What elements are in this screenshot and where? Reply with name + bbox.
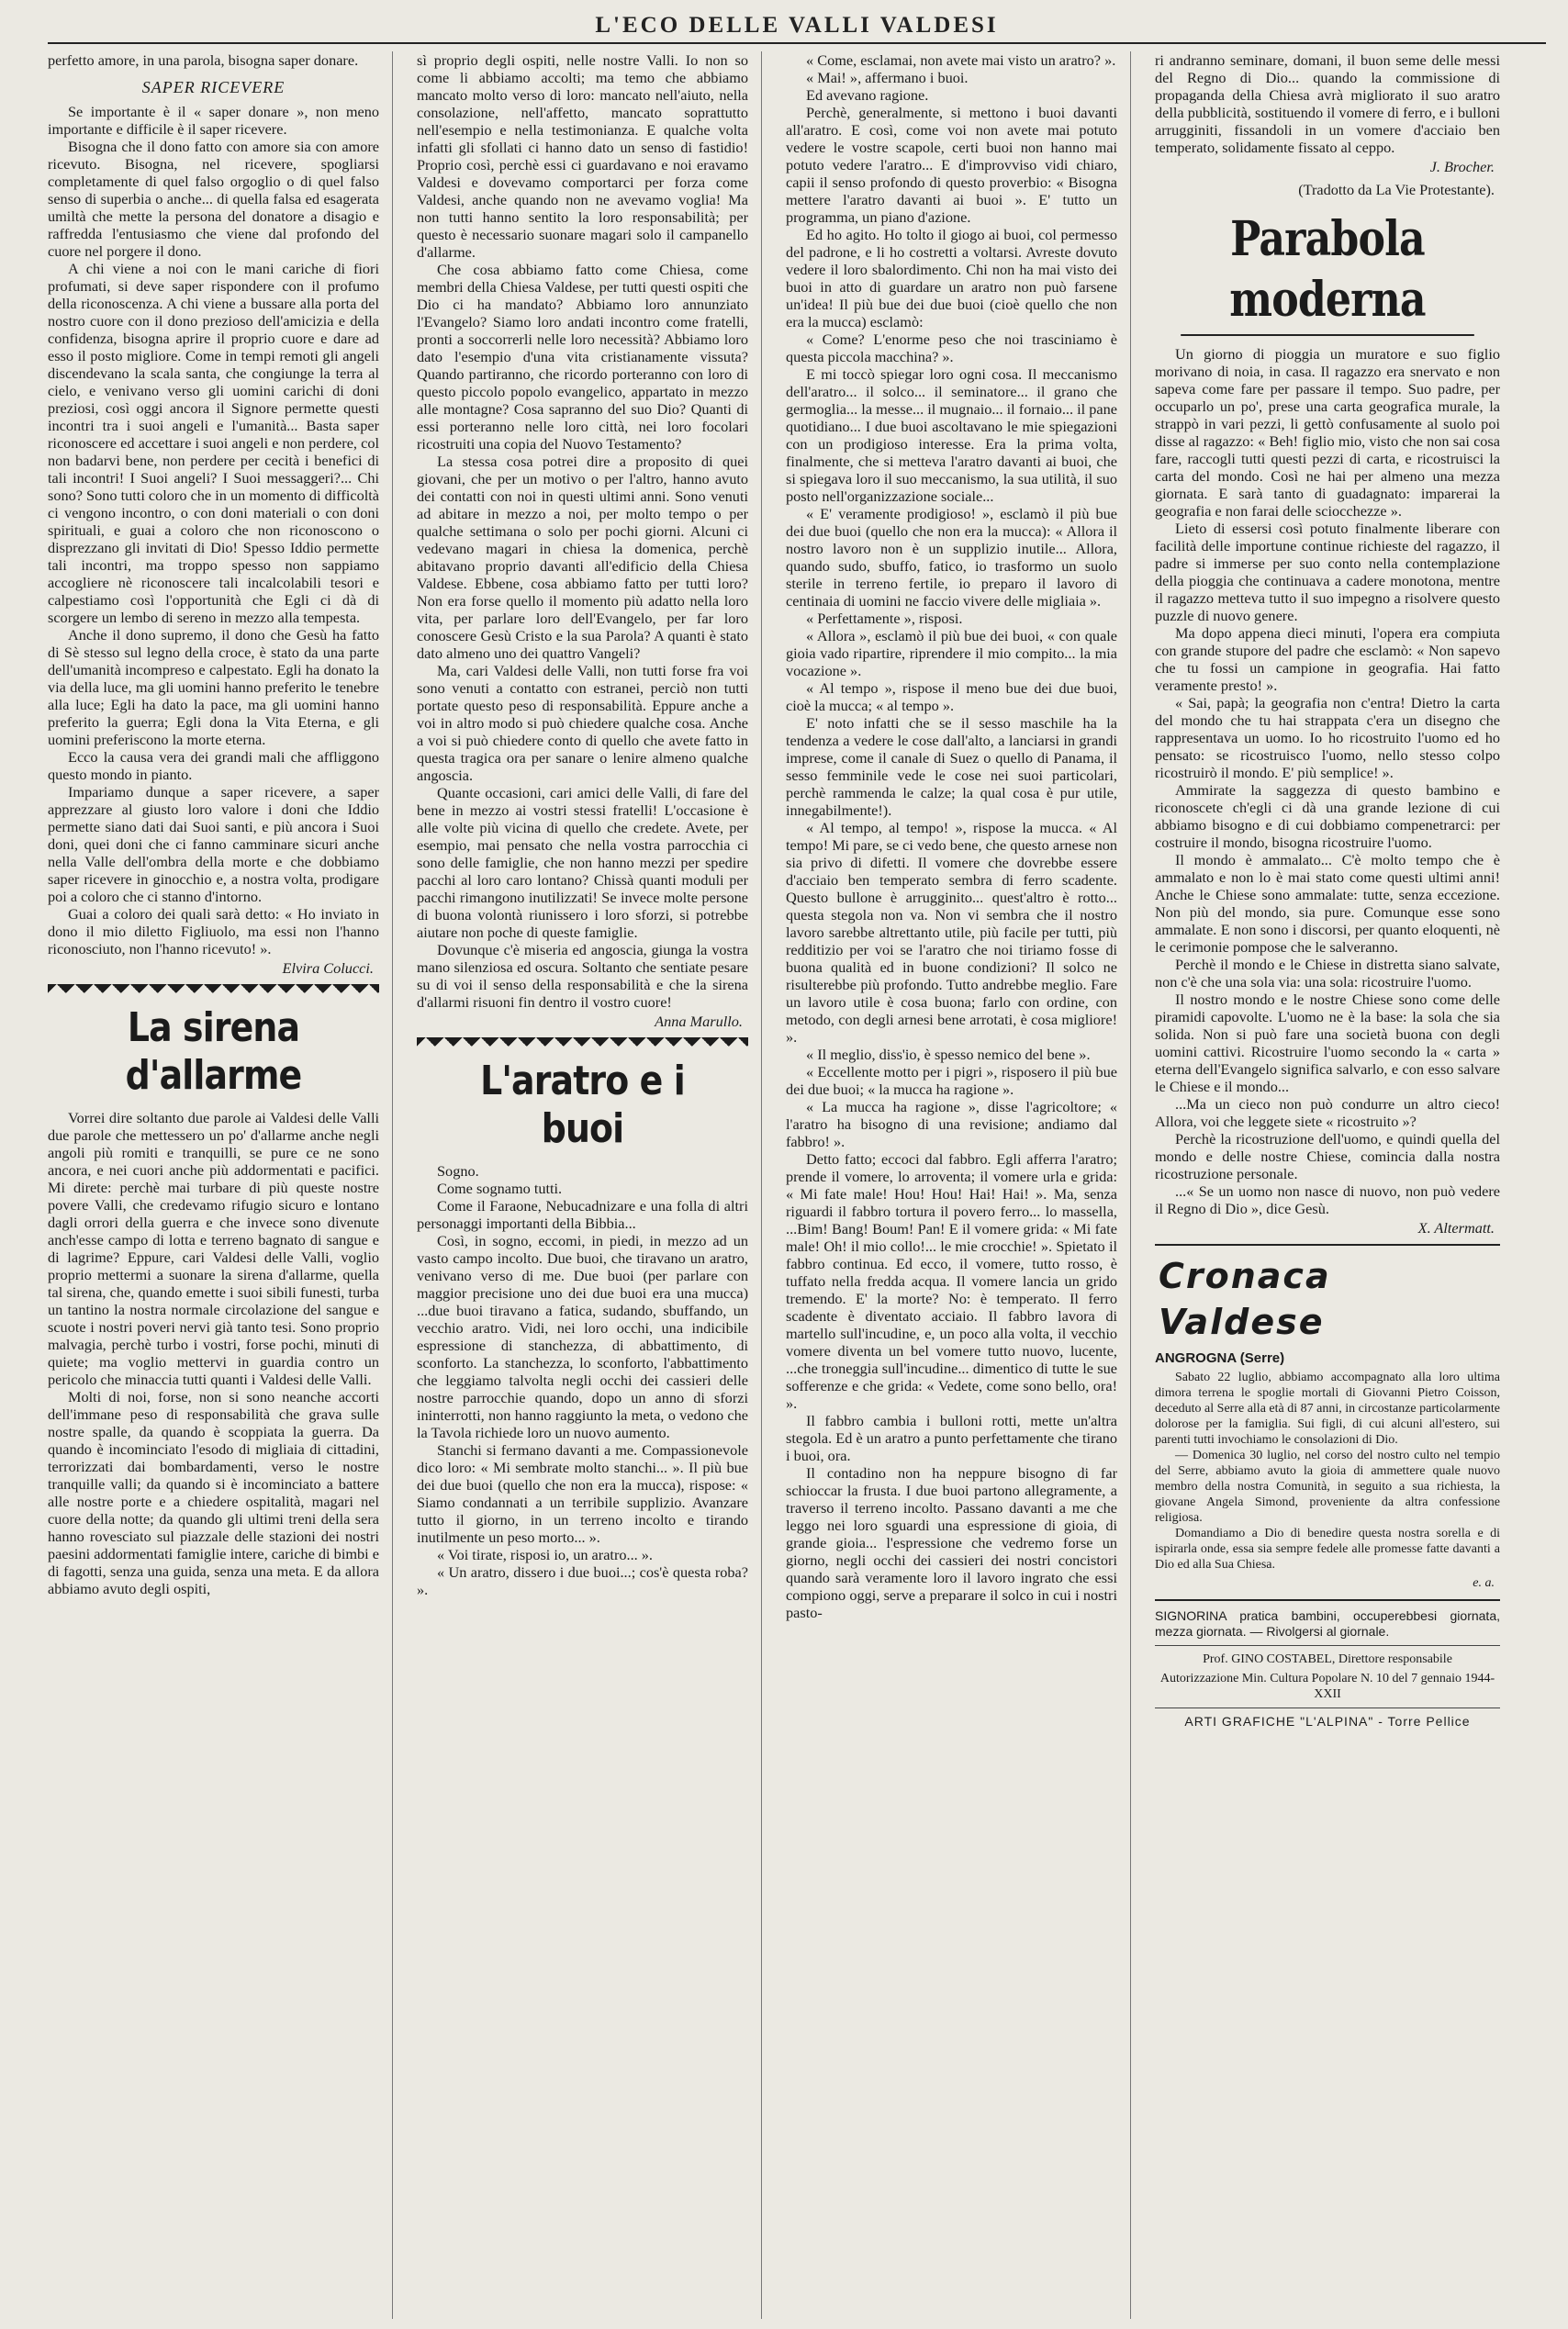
paragraph: Ed avevano ragione.: [806, 86, 929, 104]
column-3: [786, 51, 1131, 2319]
paragraph: « La mucca ha ragione », disse l'agricoltore; « l'aratro ha bisogno di una revisione; andiamo dal fabbro! ».: [786, 1098, 1117, 1150]
news-item: Domandiamo a Dio di benedire questa nostra sorella e di ispirarla onde, essa sia sempre fedele alle promesse fatte davanti a Dio ed alla Sua Chiesa.: [1155, 1527, 1500, 1572]
paragraph: Un giorno di pioggia un muratore e suo figlio morivano di noia, in casa. Il ragazzo era snervato e non sapeva come fare per passare il tempo. Suo padre, per occuparlo un po', prese una carta geografica murale, la strappò in vari pezzi, li gettò confusamente al suolo poi disse al ragazzo: « Beh! figlio mio, visto che non sai cosa fare, raccogli tutti questi pezzi di carta, e ricostruisci la carta del mondo. Così ne hai per almeno una mezza giornata. E sarà tanto di guadagnato: imparerai la geografia e non farai delle sciocchezze ».: [1155, 345, 1500, 520]
column-1: [48, 51, 393, 2319]
paragraph: A chi viene a noi con le mani cariche di fiori profumati, si deve saper rispondere con il profumo della riconoscenza. A chi viene a bussare alla porta del nostro cuore con il dono prezioso dell'amicizia e della confidenza, bisogna aprire il proprio cuore e dare ad esso il posto migliore. Come in tempi remoti gli angeli discendevano la scala santa, che congiunge la terra al cielo, e venivano verso gli uomini carichi di doni preziosi, così oggi ancora il Signore permette questi incontri tra i suoi angeli e l'umanità... Basta saper riconoscere ed accettare i suoi angeli e non perdere, col non badarvi bene, non perdere per cecità i benefici di tali incontri! I Suoi angeli? I Suoi messaggeri?... Chi sono? Sono tutti coloro che in un momento di difficoltà ci vengono incontro, o con doni materiali o con doni spirituali, e guai a coloro che non riconoscono o disprezzano gli invitati di Dio! Spesso Iddio permette tali incontri, ma troppo spesso non sappiamo accogliere nè riconoscere tali incalcolabili tesori e calpestiamo così l'opportunità che Egli ci dà di scorgere un lembo di sereno in mezzo alla tempesta.: [48, 260, 380, 626]
decorative-divider: [48, 984, 379, 997]
paragraph: Il contadino non ha neppure bisogno di far schioccar la frusta. I due buoi partono allegramente, a traverso il terreno incolto. Passano davanti a me che leggo nei loro sguardi una espressione di gioia, di grande gioia... l'espressione che vedremo forse un giorno, negli occhi dei cassieri dei nostri concistori quando sarà veramente loro il lavoro ingrato che essi compiono oggi, serve a preparare il solco in cui i nostri pasto-: [786, 1464, 1117, 1621]
paragraph: Il mondo è ammalato... C'è molto tempo che è ammalato e non lo è mai stato come questi ultimi anni! Anche le Chiese sono ammalate: tutte, senza eccezione. Non più del mondo, sia pure. Comunque esse sono ammalate. E non sono i discorsi, per quanto eloquenti, nè le cerimonie pompose che le salveranno.: [1155, 851, 1500, 956]
columns: [48, 51, 1546, 2319]
paragraph: Come il Faraone, Nebucadnizare e una folla di altri personaggi importanti della Bibbia...: [417, 1197, 748, 1232]
author-signature: Elvira Colucci.: [282, 959, 374, 977]
paragraph: Il nostro mondo e le nostre Chiese sono come delle piramidi capovolte. L'uomo ne è la base: la sola che sia solida. Non si può fare una società buona con degli uomini cattivi. Ricostruire l'uomo secondo la « carta » eterna dell'Evangelo significa salvarlo, e con esso salvare le Chiese e il mondo...: [1155, 991, 1500, 1095]
paragraph: « Come? L'enorme peso che noi trasciniamo è questa piccola macchina? ».: [786, 330, 1117, 365]
paragraph: « Mai! », affermano i buoi.: [806, 69, 969, 86]
divider: [1155, 1645, 1500, 1646]
article-title: L'aratro e i buoi: [480, 1058, 685, 1152]
paragraph: « E' veramente prodigioso! », esclamò il più bue dei due buoi (quello che non era la mucca): « Allora il nostro lavoro non è un supplizio inutile... Allora, quando sudo, sbuffo, fatico, io trasformo un suolo sterile in terreno fertile, io preparo il lavoro di centinaia di uomini ne faccio vivere delle migliaia ».: [786, 505, 1117, 610]
paragraph: « Allora », esclamò il più bue dei buoi, « con quale gioia vado ripartire, riprendere il mio compito... la mia vocazione ».: [786, 627, 1117, 679]
printer-imprint: ARTI GRAFICHE "L'ALPINA" - Torre Pellice: [1184, 1714, 1471, 1729]
paragraph: Molti di noi, forse, non si sono neanche accorti dell'immane peso di responsabilità che grava sulle nostre spalle, da quando è scoppiata la guerra. Da quando è incominciato l'esodo di migliaia di cittadini, terrorizzati dai bombardamenti, verso le nostre tranquille valli; da quando si è incominciato a battere alle nostre porte e a chiedere ospitalità, magari nel cuore della notte; da quando gli ultimi treni della sera hanno rovesciato sul piazzale delle stazioni dei nostri paesini addormentati famiglie intere, cariche di bimbi e di fagotti, senza una guida, senza una meta. E da allora abbiamo avuto degli ospiti,: [48, 1388, 379, 1597]
paragraph: ...Ma un cieco non può condurre un altro cieco! Allora, voi che leggete siete « ricostruito »?: [1155, 1095, 1500, 1130]
paragraph: Stanchi si fermano davanti a me. Compassionevole dico loro: « Mi sembrate molto stanchi... ». Il più bue dei due buoi (quello che non era la mucca), rispose: « Siamo condannati a un terribile supplizio. Avanzare tutto il giorno, in un terreno incolto e tirando inutilmente un peso morto... ».: [417, 1441, 748, 1546]
paragraph: Come sognamo tutti.: [437, 1180, 563, 1197]
section-heading: SAPER RICEVERE: [141, 78, 286, 96]
locality-heading: ANGROGNA (Serre): [1155, 1350, 1285, 1366]
paragraph: « Sai, papà; la geografia non c'entra! Dietro la carta del mondo che tu hai strappata c'era un disegno che rappresentava un uomo. Io ho ricostruito l'uomo ed ho pensato: se ricostruisco l'uomo, nello stesso colpo ricostruirò il mondo. E' più semplice! ».: [1155, 694, 1500, 781]
paragraph: Lieto di essersi così potuto finalmente liberare con facilità delle importune continue richieste del ragazzo, il padre si immerse per suo conto nella contemplazione della pioggia che continuava a cadere monotona, mentre il ragazzo metteva tutto il suo impegno a risolvere questo puzzle di nuovo genere.: [1155, 520, 1500, 624]
paragraph: Ecco la causa vera dei grandi mali che affliggono questo mondo in pianto.: [48, 748, 379, 783]
article-title: Parabola moderna: [1181, 209, 1474, 336]
divider: [1155, 1244, 1500, 1246]
translation-note: (Tradotto da La Vie Protestante).: [1298, 181, 1495, 198]
paragraph: Anche il dono supremo, il dono che Gesù ha fatto di Sè stesso sul legno della croce, è stato da una parte dell'umanità incompreso e calpestato. Egli ha donato la via della luce, ma gli uomini hanno preferito le tenebre alla luce; Egli ha dato la pace, ma gli uomini hanno preferito la guerra; Egli dona la Vita Eterna, e gli uomini preferiscono la morte eterna.: [48, 626, 379, 748]
paragraph: Quante occasioni, cari amici delle Valli, di fare del bene in mezzo ai vostri stessi fratelli! L'occasione è alle volte più vicina di quello che credete. Avete, per esempio, mai pensato che nella vostra parrocchia ci sono delle famiglie, che non hanno mezzi per spedire pacchi al loro caro lontano? Chissà quanti moduli per pacchi rimangono inutilizzati! Se invece molte persone di buona volontà riunissero i loro sforzi, si potrebbe aiutare non poche di queste famiglie.: [417, 784, 748, 941]
paragraph: sì proprio degli ospiti, nelle nostre Valli. Io non so come li abbiamo accolti; ma temo che abbiamo mancato molto verso di loro: mancato nell'aiuto, nella consolazione, nell'affetto, mancato soprattutto nell'esempio e nella testimonianza. E qualche volta infatti gli sfollati ci hanno dato un senso di fastidio! Proprio così, perchè essi ci guardavano e noi eravamo Valdesi e dovevamo comportarci per forza come Valdesi, anche quando non ne avevamo voglia! Ma non tutti hanno sentito la loro responsabilità; per questo è necessario suonare magari solo il campanello d'allarme.: [417, 51, 748, 261]
editor-credit: Prof. GINO COSTABEL, Direttore responsabile: [1203, 1652, 1452, 1666]
author-signature: Anna Marullo.: [655, 1013, 743, 1030]
divider: [1155, 1599, 1500, 1601]
paragraph: Il fabbro cambia i bulloni rotti, mette un'altra stegola. Ed è un aratro a punto perfettamente che tirano i buoi, ora.: [786, 1412, 1117, 1464]
paragraph: La stessa cosa potrei dire a proposito di quei giovani, che per un motivo o per l'altro, hanno avuto dei contatti con noi in questi ultimi anni. Sono venuti ad abitare in mezzo a noi, per molto tempo o per qualche settimana o solo per pochi giorni. Alcuni ci vedevano magari in chiesa la domenica, perchè abitavano proprio davanti all'edificio della Chiesa Valdese. Ebbene, cosa abbiamo fatto per tutti loro? Non era forse quello il momento più adatto nella loro vita, per parlare loro dell'Evangelo, per far loro conoscere Gesù Cristo e la sua Parola? A quanti è stato dato almeno uno dei quattro Vangeli?: [417, 453, 748, 662]
paragraph: « Al tempo, al tempo! », rispose la mucca. « Al tempo! Mi pare, se ci vedo bene, che questo arnese non sia privo di difetti. Il vomere che dovrebbe essere d'acciaio ben temperato sembra di ferro scadente. Questo bullone è arrugginito... quest'altro è rotto... questa stegola non va. Non vi sembra che il nostro lavoro sarebbe altrettanto utile, più facile per tutti, più redditizio per voi se l'aratro che noi tiriamo fosse di buona qualità ed in buone condizioni? Il solco ne risulterebbe più profondo. Tutto andrebbe meglio. Fare un lavoro utile è cosa buona; farlo con ordine, con metodo, con degli arnesi bene arrotati, è cosa migliore! ».: [786, 819, 1117, 1046]
author-signature: X. Altermatt.: [1417, 1219, 1495, 1237]
article-title: La sirena d'allarme: [125, 1004, 302, 1099]
news-signature: e. a.: [1473, 1576, 1495, 1590]
paragraph: Ma dopo appena dieci minuti, l'opera era compiuta con grande stupore del padre che esclamò: « Non sapevo che tu fossi un campione in geografia. Hai fatto veramente presto! ».: [1155, 624, 1500, 694]
classified-ad: SIGNORINA pratica bambini, occuperebbesi giornata, mezza giornata. — Rivolgersi al giornale.: [1155, 1608, 1500, 1639]
paragraph: « Eccellente motto per i pigri », risposero il più bue dei due buoi; « la mucca ha ragione ».: [786, 1063, 1117, 1098]
paragraph: Vorrei dire soltanto due parole ai Valdesi delle Valli due parole che mettessero un po' d'allarme anche negli angoli più romiti e tranquilli, se pure ce ne sono ancora, e nei cuori anche più addormentati e pacifici. Mi direte: perchè mai turbare di più queste nostre povere Valli, che credevamo rifugio sicuro e lontano dagli orrori della guerra e che invece sono divenute anch'esse campo di lotta e terreno bagnato di sangue e di lagrime? Eppure, cari Valdesi delle Valli, voglio proprio mettermi a suonare la sirena d'allarme, quella tal sirena, che, quando emette i suoi sibili funesti, turba un tantino la nostra normale circolazione del sangue e scuote i nostri poveri nervi già tanto tesi. Sono proprio malvagia, perchè turbo i vostri, forse pochi, minuti di quiete; ma voglio mettervi in guardia contro un pericolo che minaccia tutti quanti i Valdesi delle Valli.: [48, 1109, 379, 1388]
paragraph: « Come, esclamai, non avete mai visto un aratro? ».: [806, 51, 1116, 69]
paragraph: Così, in sogno, eccomi, in piedi, in mezzo ad un vasto campo incolto. Due buoi, che tiravano un aratro, venivano verso di me. Due buoi (per parlare con maggior precisione uno dei due buoi era una mucca) ...due buoi tiravano a fatica, sudando, sbuffando, un vecchio aratro. Vidi, nei loro occhi, una indicibile espressione di stanchezza, di abbattimento, di sconforto. La stanchezza, lo sconforto, l'abbattimento che leggiamo talvolta negli occhi dei cassieri delle nostre parrocchie quando, dopo un anno di sforzi ininterrotti, non hanno raggiunto la meta, o vedono che la Tavola richiede loro un nuovo aumento.: [417, 1232, 748, 1441]
paragraph: Bisogna che il dono fatto con amore sia con amore ricevuto. Bisogna, nel ricevere, spogliarsi completamente di quel falso orgoglio o di quel falso senso di superbia o anche... di quella falsa ed esagerata umiltà che mette la persona del donatore a disagio e raffredda l'entusiasmo che viene dal profondo del cuore nel porgere il dono.: [48, 138, 379, 260]
news-block: [1155, 1370, 1500, 1573]
paragraph: « Il meglio, diss'io, è spesso nemico del bene ».: [806, 1046, 1091, 1063]
paragraph: « Al tempo », rispose il meno bue dei due buoi, cioè la mucca; « al tempo ».: [786, 679, 1117, 714]
paragraph: « Perfettamente », risposi.: [806, 610, 963, 627]
paragraph: Perchè la ricostruzione dell'uomo, e quindi quella del mondo e delle nostre Chiese, comincia dalla nostra ricostruzione personale.: [1155, 1130, 1500, 1182]
paragraph: Impariamo dunque a saper ricevere, a saper apprezzare al giusto loro valore i doni che Iddio permette siano dati dai Suoi santi, e più ancora i Suoi doni, quei doni che ci fanno camminare sicuri anche nella Valle dell'ombra della morte e che dobbiamo saper ricevere in ginocchio e, a nostra volta, prodigare poi a coloro che ci stanno d'intorno.: [48, 783, 379, 905]
section-title: Cronaca Valdese: [1159, 1256, 1331, 1342]
paragraph: ri andranno seminare, domani, il buon seme delle messi del Regno di Dio... quando la commissione di propaganda della Chiesa avrà migliorato il suo aratro della pubblicità, sostituendo il vomere di ferro, e i bulloni arrugginiti, fissandoli in un vomere d'acciaio ben temperato, solidamente fissato al ceppo.: [1155, 51, 1500, 156]
column-4: [1155, 51, 1500, 2319]
decorative-divider: [417, 1037, 748, 1050]
paragraph: Sogno.: [437, 1162, 479, 1180]
paragraph: Che cosa abbiamo fatto come Chiesa, come membri della Chiesa Valdese, per tutti questi ospiti che Dio ci ha mandato? Abbiamo loro annunziato l'Evangelo? Siamo loro andati incontro come fratelli, pronti a soccorrerli nelle loro necessità? Abbiamo loro dato l'esempio d'una vita cristianamente vissuta? Quando partiranno, che ricordo porteranno con loro di questo piccolo popolo evangelico, appartato in mezzo alle montagne? Cosa sapranno del suo Dio? Quanti di essi porteranno nelle loro città, nei loro focolari ricostruiti una copia del Nuovo Testamento?: [417, 261, 748, 453]
author-signature: J. Brocher.: [1429, 158, 1495, 175]
article-continuation: perfetto amore, in una parola, bisogna saper donare.: [48, 51, 359, 69]
authorization-note: Autorizzazione Min. Cultura Popolare N. 10 del 7 gennaio 1944-XXII: [1159, 1672, 1495, 1701]
running-head: L'ECO DELLE VALLI VALDESI: [48, 13, 1546, 44]
paragraph: Perchè il mondo e le Chiese in distretta siano salvate, non c'è che una sola via: una sola: ricostruire l'uomo.: [1155, 956, 1500, 991]
news-item: Sabato 22 luglio, abbiamo accompagnato alla loro ultima dimora terrena le spoglie mortali di Giovanni Pietro Coisson, deceduto al Serre alla età di 87 anni, in circostanze particolarmente dolorose per la famiglia. Sui figli, di cui alcuni all'estero, sui parenti tutti invochiamo le consolazioni di Dio.: [1155, 1371, 1500, 1447]
paragraph: Detto fatto; eccoci dal fabbro. Egli afferra l'aratro; prende il vomere, lo arroventa; il vomere urla e grida: « Mi fate male! Hou! Hou! Hai! Hai! ». Ma, senza riguardi il fabbro tortura il povero ferro... lo massella, ...Bim! Bang! Boum! Pan! E il vomere grida: « Mi fate male! Oh! il mio collo!... le mie crocchie! ». Spietato il fabbro continua. Ed ecco, il vomere, tutto rosso, è tuffato nella fredda acqua. Il vomere lancia un grido tremendo. E' la morte? No: è temperato. Il ferro scadente è diventato acciaio. Il fabbro lavora di martello sull'incudine, e, un poco alla volta, il vecchio vomere diventa un bel vomere tutto nuovo, lucente, ...che troneggia sull'incudine... dimentico di tutte le sue sofferenze e che grida: « Vedete, come sono bello, ora! ».: [786, 1150, 1117, 1412]
paragraph: E' noto infatti che se il sesso maschile ha la tendenza a vedere le cose dall'alto, a lanciarsi in grandi imprese, come il canale di Suez o quello di Panama, il sesso femminile vede le cose nei suoi particolari, perchè rammenda le calze; la qual cosa è pur utile, innegabilmente!).: [786, 714, 1117, 819]
paragraph: Ammirate la saggezza di questo bambino e riconoscete ch'egli ci dà una grande lezione di cui abbiamo bisogno e di cui dobbiamo compenetrarci: per costruire il mondo, bisogna ricostruire l'uomo.: [1155, 781, 1500, 851]
news-item: — Domenica 30 luglio, nel corso del nostro culto nel tempio del Serre, abbiamo avuto la gioia di ammettere quale nuovo membro della nostra Comunità, in seguito a sua richiesta, la giovane Angela Simond, proveniente da altra confessione religiosa.: [1155, 1449, 1500, 1525]
paragraph: E mi toccò spiegar loro ogni cosa. Il meccanismo dell'aratro... il solco... il seminatore... il grano che germoglia... la messe... il mugnaio... il fornaio... il pane quotidiano... I due buoi ascoltavano le mie spiegazioni con un prodigioso interesse. Era la prima volta, finalmente, che si metteva l'aratro davanti ai buoi, che si spiegava loro il suo meccanismo, la sua utilità, il suo posto nell'organizzazione sociale...: [786, 365, 1117, 505]
paragraph: Perchè, generalmente, si mettono i buoi davanti all'aratro. E così, come voi non avete mai potuto vedere le vostre scapole, certi buoi non hanno mai potuto vedere l'aratro... E d'improvviso vidi chiaro, capii il senso profondo di questo proverbio: « Bisogna mettere l'aratro davanti ai buoi ». E' tutto un programma, un piano d'azione.: [786, 104, 1117, 226]
paragraph: Ed ho agito. Ho tolto il giogo ai buoi, col permesso del padrone, e li ho costretti a voltarsi. Avreste dovuto vedere il loro sbalordimento. Chi non ha mai visto dei buoi in atto di guardare un aratro non può farsene un'idea! Il più bue dei due buoi (cioè quello che non era la mucca) esclamò:: [786, 226, 1117, 330]
column-2: [417, 51, 762, 2319]
paragraph: Se importante è il « saper donare », non meno importante e difficile è il saper ricevere.: [48, 103, 379, 138]
paragraph: Ma, cari Valdesi delle Valli, non tutti forse fra voi sono venuti a contatto con estranei, perciò non tutti portate questo peso di responsabilità. Eppure anche a voi in altro modo si può chiedere qualche cosa. Anche a voi si può chiedere conto di quello che avete fatto in questa tragica ora per sanare o lenire almeno qualche angoscia.: [417, 662, 748, 784]
paragraph: Dovunque c'è miseria ed angoscia, giunga la vostra mano silenziosa ed oscura. Soltanto che sentiate pesare su di voi il senso della responsabilità e che la sirena d'allarmi risuoni fin dentro il vostro cuore!: [417, 941, 748, 1011]
paragraph: ...« Se un uomo non nasce di nuovo, non può vedere il Regno di Dio », dice Gesù.: [1155, 1182, 1500, 1217]
paragraph: Guai a coloro dei quali sarà detto: « Ho inviato in dono il mio diletto Figliuolo, ma essi non l'hanno riconosciuto, non l'hanno ricevuto! ».: [48, 905, 379, 957]
paragraph: « Voi tirate, risposi io, un aratro... ».: [437, 1546, 653, 1563]
paragraph: « Un aratro, dissero i due buoi...; cos'è questa roba? ».: [417, 1563, 748, 1598]
